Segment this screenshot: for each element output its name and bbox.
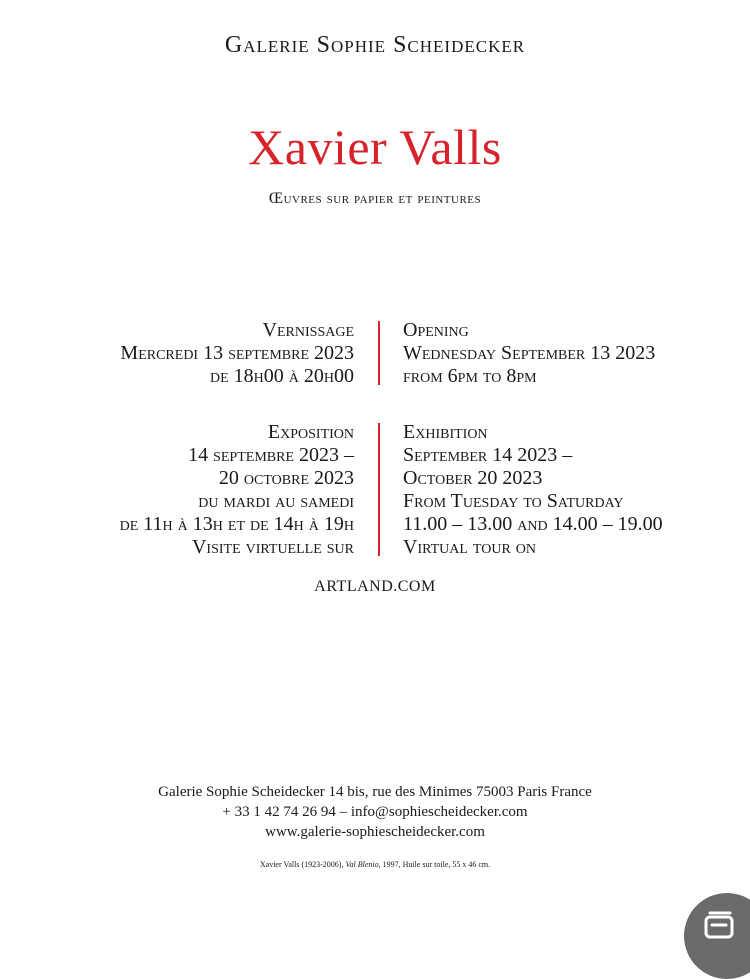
exhibition-fr-line: Exposition [267, 421, 354, 443]
footer-address: Galerie Sophie Scheidecker 14 bis, rue des Minimes 75003 Paris France [158, 784, 592, 800]
exhibition-en-line: September 14 2023 – [403, 444, 573, 466]
footer [0, 782, 750, 842]
exhibition-fr-line: 20 octobre 2023 [218, 467, 354, 489]
opening-en-line: from 6pm to 8pm [403, 365, 537, 387]
caption-suffix: , 1997, Huile sur toile, 55 x 46 cm. [378, 860, 491, 869]
exhibition-en-line: 11.00 – 13.00 and 14.00 – 19.00 [403, 513, 663, 535]
opening-en [403, 319, 655, 388]
exhibition-en-line: Virtual tour on [403, 536, 537, 558]
caption-prefix: Xavier Valls (1923-2006), [259, 860, 346, 869]
exhibition-en-line: October 20 2023 [403, 467, 543, 489]
exhibition-en-line: From Tuesday to Saturday [403, 490, 624, 512]
floating-action-button[interactable] [684, 893, 750, 979]
caption-title: Val Blenio [345, 860, 379, 869]
gallery-name: Galerie Sophie Scheidecker [224, 32, 526, 58]
opening-fr [120, 319, 354, 388]
website-link[interactable]: ARTLAND.COM [314, 578, 436, 595]
footer-contact[interactable]: + 33 1 42 74 26 94 – info@sophiescheidecker.com [222, 804, 528, 820]
opening-fr-line: de 18h00 à 20h00 [210, 365, 354, 387]
exhibition-en-line: Exhibition [403, 421, 488, 443]
exhibition-fr-line: de 11h à 13h et de 14h à 19h [119, 513, 354, 535]
exhibition-fr-line: 14 septembre 2023 – [188, 444, 354, 466]
exhibition-block [0, 421, 750, 561]
artist-name: Xavier Valls [248, 119, 502, 175]
exhibition-fr [120, 421, 354, 559]
exhibition-fr-line: Visite virtuelle sur [191, 536, 354, 558]
copy-icon [700, 909, 740, 939]
opening-divider [378, 321, 380, 385]
opening-fr-line: Mercredi 13 septembre 2023 [120, 342, 354, 364]
opening-en-line: Wednesday September 13 2023 [403, 342, 656, 364]
subtitle: Œuvres sur papier et peintures [268, 190, 482, 207]
exhibition-divider [378, 423, 380, 556]
footer-url[interactable]: www.galerie-sophiescheidecker.com [265, 824, 485, 840]
opening-block [0, 319, 750, 389]
exhibition-fr-line: du mardi au samedi [198, 490, 354, 512]
artwork-caption [0, 860, 750, 869]
opening-en-line: Opening [403, 319, 469, 341]
exhibition-en [403, 421, 663, 559]
opening-fr-line: Vernissage [262, 319, 354, 341]
